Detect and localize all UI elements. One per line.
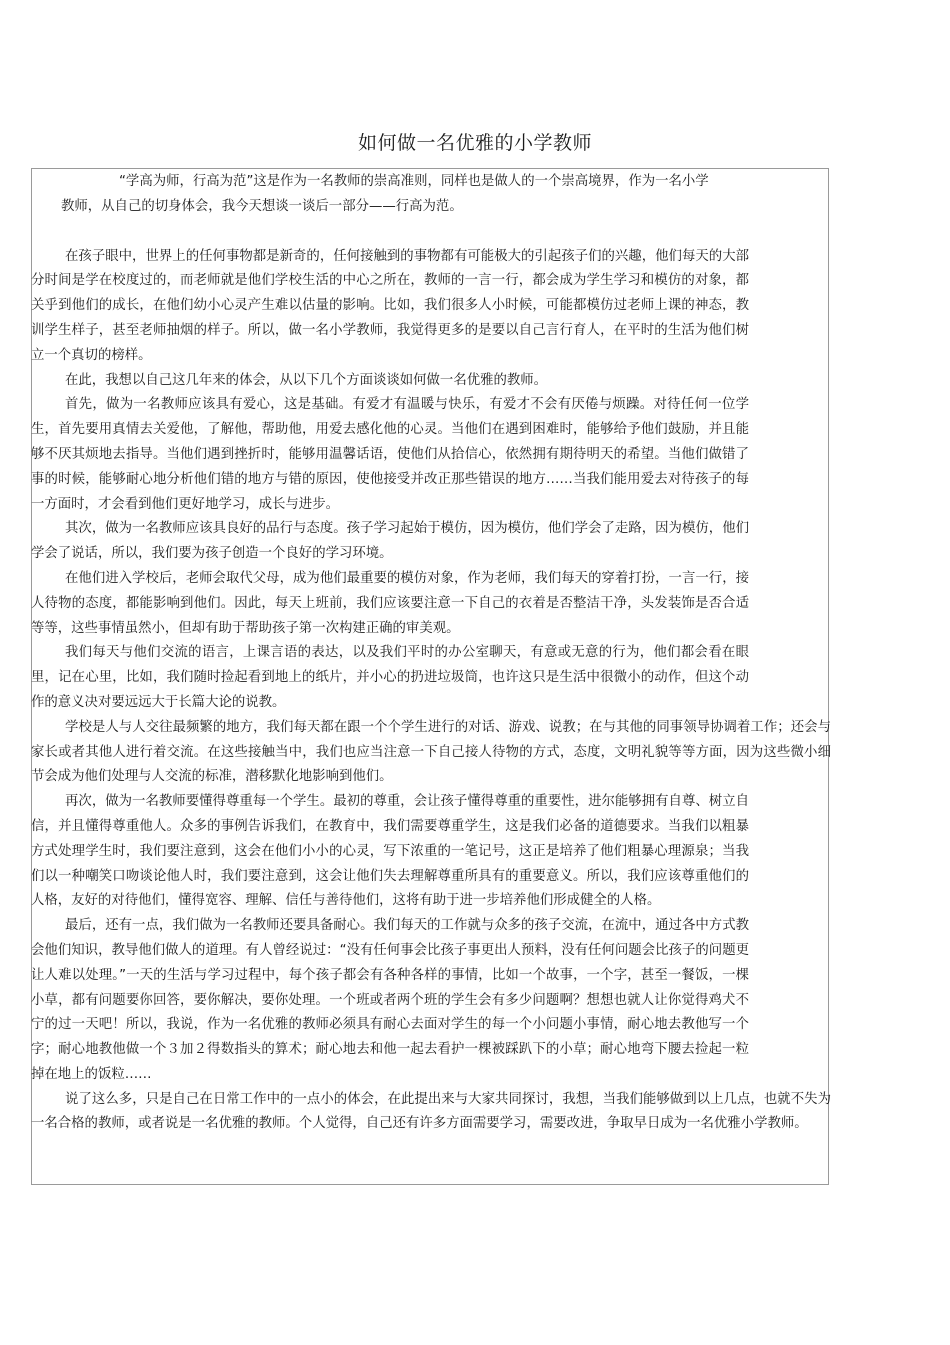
paragraph-overview: 在此，我想以自己这几年来的体会，从以下几个方面谈谈如何做一名优雅的教师。 xyxy=(65,372,548,388)
paragraph-child-perspective: 在孩子眼中，世界上的任何事物都是新奇的，任何接触到的事物都有可能极大的引起孩子们的兴趣，他们每天的大部分时间是学在校度过的，而老师就是他们学校生活的中心之所在，教师的一言一行，都会成为学生学习和模仿的对象，都关乎到他们的成长，在他们幼小心灵产生难以估量的影响。比如，我们很多人小时候，可能都模仿过老师上课的神态，教训学生样子，甚至老师抽烟的样子。所以，做一名小学教师，我觉得更多的是要以自己言行育人，在平时的生活为他们树立一个真切的榜样。 xyxy=(31,248,749,363)
paragraph-conduct: 其次，做为一名教师应该具良好的品行与态度。孩子学习起始于模仿，因为模仿，他们学会了走路，因为模仿，他们学会了说话，所以，我们要为孩子创造一个良好的学习环境。 xyxy=(31,521,749,562)
paragraph-patience: 最后，还有一点，我们做为一名教师还要具备耐心。我们每天的工作就与众多的孩子交流，在流中，通过各中方式教会他们知识，教导他们做人的道理。有人曾经说过：“没有任何事会比孩子事更出人预料，没有任何问题会比孩子的问题更让人难以处理。”一天的生活与学习过程中，每个孩子都会有各种各样的事情，比如一个故事，一个字，甚至一餐饭，一棵小草，都有问题要你回答，要你解决，要你处理。一个班或者两个班的学生会有多少问题啊？想想也就人让你觉得鸡犬不宁的过一天吧！所以，我说，作为一名优雅的教师必须具有耐心去面对学生的每一个小问题小事情，耐心地去教他写一个字；耐心地教他做一个３加２得数指头的算术；耐心地去和他一起去看护一棵被踩趴下的小草；耐心地弯下腰去捡起一粒掉在地上的饭粒…… xyxy=(31,918,749,1082)
blank-line xyxy=(31,220,831,245)
paragraph-daily-behavior: 我们每天与他们交流的语言，上课言语的表达，以及我们平时的办公室聊天，有意或无意的行为，他们都会看在眼里，记在心里，比如，我们随时捡起看到地上的纸片，并小心的扔进垃圾筒，也许这只是生活中很微小的动作，但这个动作的意义决对要远远大于长篇大论的说教。 xyxy=(31,645,749,710)
document-title: 如何做一名优雅的小学教师 xyxy=(357,132,592,154)
intro-line-2: 教师，从自己的切身体会，我今天想谈一谈后一部分——行高为范。 xyxy=(61,198,463,214)
paragraph-conclusion: 说了这么多，只是自己在日常工作中的一点小的体会，在此提出来与大家共同探讨，我想，当我们能够做到以上几点，也就不失为一名合格的教师，或者说是一名优雅的教师。个人觉得，自己还有许多方面需要学习，需要改进，争取早日成为一名优雅小学教师。 xyxy=(31,1091,831,1132)
paragraph-respect: 再次，做为一名教师要懂得尊重每一个学生。最初的尊重，会让孩子懂得尊重的重要性，进尔能够拥有自尊、树立自信，并且懂得尊重他人。众多的事例告诉我们，在教育中，我们需要尊重学生，这是我们必备的道德要求。当我们以粗暴方式处理学生时，我们要注意到，这会在他们小小的心灵，写下浓重的一笔记号，这正是培养了他们粗暴心理源泉；当我们以一种嘲笑口吻谈论他人时，我们要注意到，这会让他们失去理解尊重所具有的重要意义。所以，我们应该尊重他们的人格，友好的对待他们，懂得宽容、理解、信任与善待他们，这将有助于进一步培养他们形成健全的人格。 xyxy=(31,794,749,909)
paragraph-interaction: 学校是人与人交往最频繁的地方，我们每天都在跟一个个学生进行的对话、游戏、说教；在与其他的同事领导协调着工作；还会与家长或者其他人进行着交流。在这些接触当中，我们也应当注意一下自己接人待物的方式，态度，文明礼貌等等方面，因为这些微小细节会成为他们处理与人交流的标准，潜移默化地影响到他们。 xyxy=(31,719,831,785)
paragraph-appearance: 在他们进入学校后，老师会取代父母，成为他们最重要的模仿对象，作为老师，我们每天的穿着打扮，一言一行，接人待物的态度，都能影响到他们。因此，每天上班前，我们应该要注意一下自己的衣着是否整洁干净，头发装饰是否合适等等，这些事情虽然小，但却有助于帮助孩子第一次构建正确的审美观。 xyxy=(31,570,749,636)
paragraph-love: 首先，做为一名教师应该具有爱心，这是基础。有爱才有温暖与快乐，有爱才不会有厌倦与烦躁。对待任何一位学生，首先要用真情去关爱他，了解他，帮助他，用爱去感化他的心灵。当他们在遇到困难时，能够给予他们鼓励，并且能够不厌其烦地去指导。当他们遇到挫折时，能够用温馨话语，使他们从拾信心，依然拥有期待明天的希望。当他们做错了事的时候，能够耐心地分析他们错的地方与错的原因，使他接受并改正那些错误的地方……当我们能用爱去对待孩子的每一方面时，才会看到他们更好地学习，成长与进步。 xyxy=(31,397,749,512)
intro-block xyxy=(31,170,831,220)
document-body xyxy=(31,170,831,1137)
intro-line-1: “学高为师，行高为范”这是作为一名教师的崇高准则，同样也是做人的一个崇高境界，作为一名小学 xyxy=(119,174,709,189)
